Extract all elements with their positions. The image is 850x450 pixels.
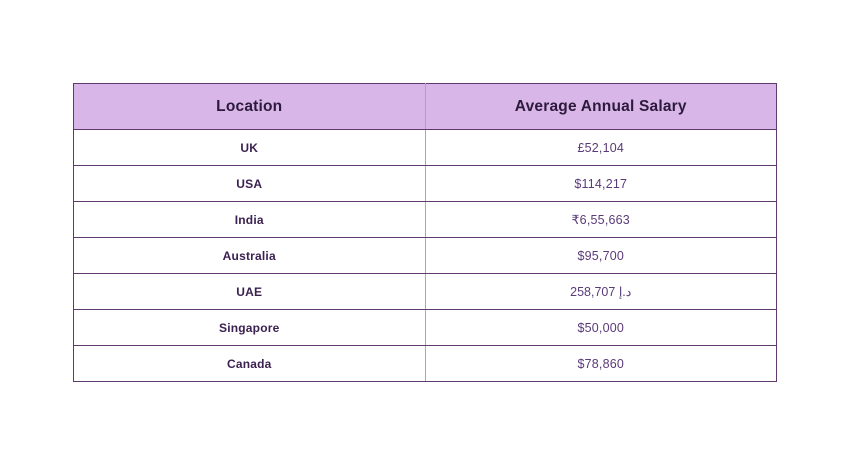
location-cell: India (74, 202, 426, 238)
table-row (74, 130, 777, 166)
location-cell: Australia (74, 238, 426, 274)
column-header-location: Location (74, 84, 426, 130)
table-row (74, 346, 777, 382)
column-header-average-annual-salary: Average Annual Salary (425, 84, 777, 130)
salary-cell: $78,860 (425, 346, 777, 382)
location-cell: UK (74, 130, 426, 166)
table-row (74, 202, 777, 238)
location-cell: USA (74, 166, 426, 202)
salary-cell: £52,104 (425, 130, 777, 166)
salary-cell: $50,000 (425, 310, 777, 346)
salary-cell: 258,707 د.إ (425, 274, 777, 310)
table-header (74, 84, 777, 130)
table-row (74, 238, 777, 274)
table-row (74, 310, 777, 346)
table-row (74, 274, 777, 310)
location-cell: Canada (74, 346, 426, 382)
salary-cell: ₹6,55,663 (425, 202, 777, 238)
salary-cell: $95,700 (425, 238, 777, 274)
table-row (74, 166, 777, 202)
location-cell: Singapore (74, 310, 426, 346)
table-body (74, 130, 777, 382)
salary-comparison-table (73, 83, 777, 382)
location-cell: UAE (74, 274, 426, 310)
header-row (74, 84, 777, 130)
salary-cell: $114,217 (425, 166, 777, 202)
